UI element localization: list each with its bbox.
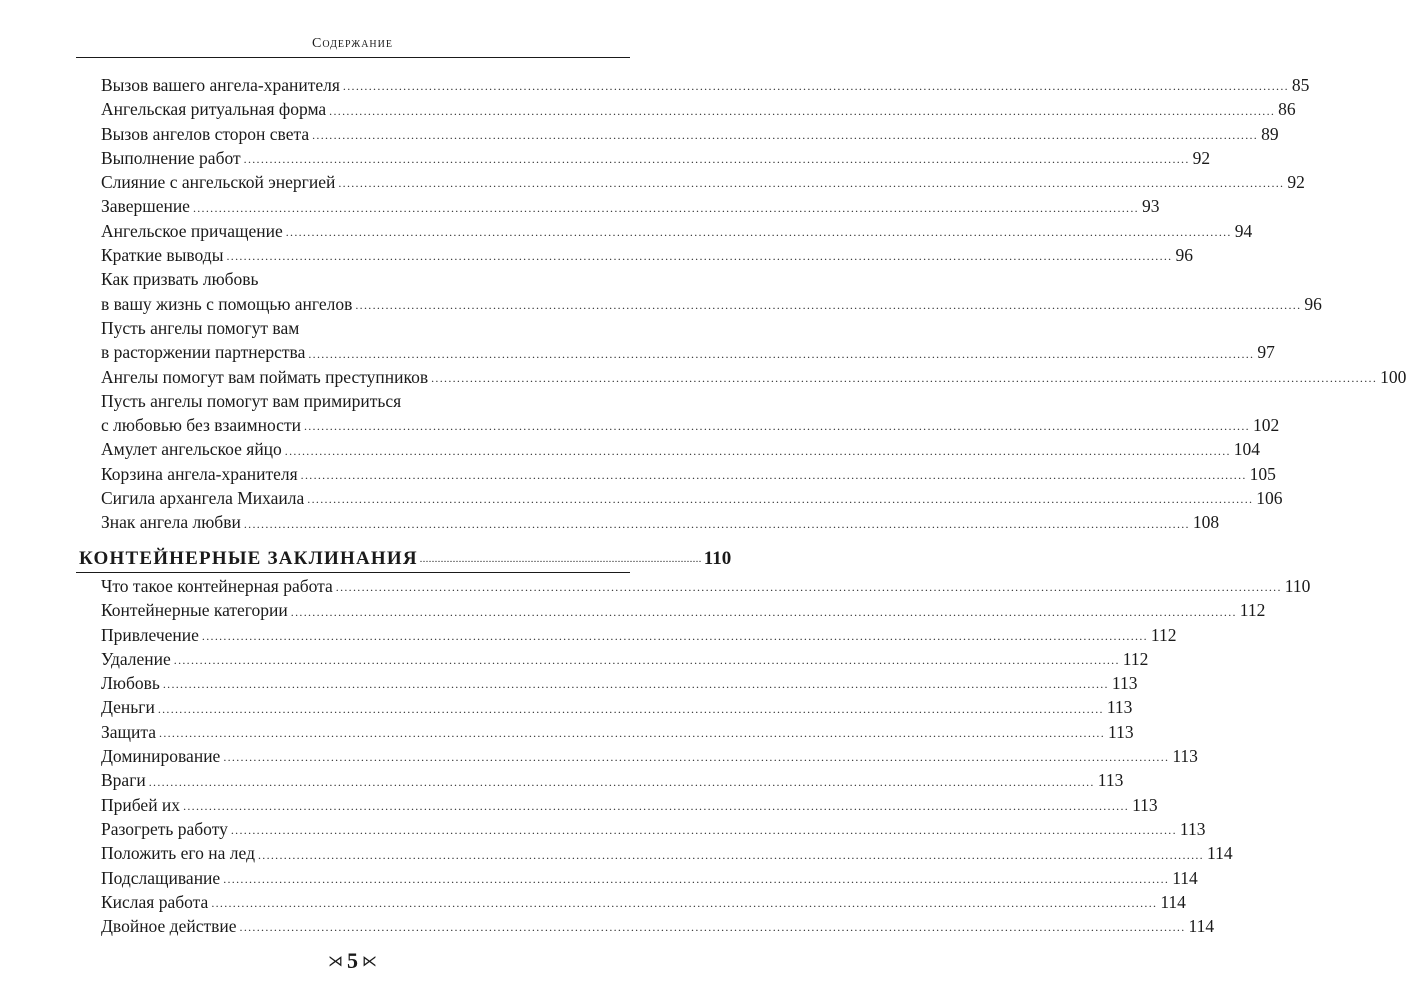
dot-leader: ............................................................................................................................................................................................................................ <box>312 127 1259 142</box>
dot-leader: ............................................................................................................................................................................................................................ <box>300 468 1247 483</box>
dot-leader: ............................................................................................................................................................................................................................ <box>284 443 1231 458</box>
toc-entry[interactable] <box>101 365 1406 389</box>
toc-entry-title: Слияние с ангельской энергией <box>101 172 336 193</box>
ornament-left-icon: ⋊ <box>328 954 343 970</box>
toc-entry[interactable] <box>101 486 1283 510</box>
toc-entry-title: Положить его на лед <box>101 843 255 864</box>
toc-entry-title: Защита <box>101 721 157 742</box>
running-head: Содержание <box>312 36 393 51</box>
toc-entry-page: 105 <box>1249 463 1276 484</box>
toc-entry[interactable] <box>101 695 1133 719</box>
dot-leader: .............................................................................................. <box>419 554 702 565</box>
toc-entry-page: 114 <box>1160 891 1186 912</box>
toc-entry-title: Сигила архангела Михаила <box>101 488 305 509</box>
dot-leader: ............................................................................................................................................................................................................................ <box>335 580 1282 595</box>
toc-list-lower <box>101 574 1311 938</box>
toc-entry[interactable] <box>101 437 1261 461</box>
section-rule <box>76 572 630 573</box>
dot-leader: ............................................................................................................................................................................................................................ <box>342 79 1289 94</box>
ornament-right-icon: ⋉ <box>362 954 377 970</box>
toc-entry[interactable] <box>101 744 1198 768</box>
toc-entry-page: 104 <box>1233 439 1261 460</box>
toc-entry[interactable] <box>101 647 1149 671</box>
toc-entry-title: в вашу жизнь с помощью ангелов <box>101 293 353 314</box>
toc-entry-title: Вызов вашего ангела-хранителя <box>101 75 340 95</box>
dot-leader: ............................................................................................................................................................................................................................ <box>338 176 1285 191</box>
toc-entry-page: 112 <box>1150 624 1177 645</box>
toc-entry-page: 92 <box>1287 172 1305 193</box>
dot-leader: ............................................................................................................................................................................................................................ <box>307 492 1254 507</box>
dot-leader: ............................................................................................................................................................................................................................ <box>223 750 1170 765</box>
toc-entry-title: Кислая работа <box>101 891 209 912</box>
toc-entry-page: 113 <box>1172 746 1198 767</box>
toc-entry-title: с любовью без взаимности <box>101 415 301 436</box>
toc-entry-title: Корзина ангела-хранителя <box>101 463 298 484</box>
toc-entry-title: Доминирование <box>101 746 221 767</box>
toc-entry[interactable] <box>101 598 1266 622</box>
toc-entry-page: 86 <box>1278 99 1296 120</box>
toc-entry-page: 94 <box>1234 220 1253 241</box>
dot-leader: ............................................................................................................................................................................................................................ <box>285 225 1232 240</box>
toc-entry-page: 112 <box>1239 600 1266 621</box>
toc-entry-title: Любовь <box>101 673 160 694</box>
toc-entry[interactable] <box>101 146 1211 170</box>
toc-entry-title: Удаление <box>101 648 171 669</box>
toc-entry[interactable] <box>101 720 1134 744</box>
toc-entry[interactable] <box>101 316 1275 365</box>
dot-leader: ............................................................................................................................................................................................................................ <box>290 604 1237 619</box>
toc-entry[interactable] <box>101 267 1322 316</box>
toc-entry[interactable] <box>101 462 1276 486</box>
toc-entry-title: Враги <box>101 770 146 791</box>
dot-leader: ............................................................................................................................................................................................................................ <box>211 896 1158 911</box>
dot-leader: ............................................................................................................................................................................................................................ <box>226 249 1173 264</box>
toc-entry-page: 114 <box>1188 916 1215 937</box>
toc-entry[interactable] <box>101 73 1310 97</box>
toc-entry-title: Двойное действие <box>101 916 237 937</box>
toc-entry-title: Выполнение работ <box>101 147 241 168</box>
toc-entry-title: Ангелы помогут вам поймать преступников <box>101 366 429 387</box>
toc-entry-title: Ангельское причащение <box>101 220 283 241</box>
toc-entry-page: 89 <box>1261 123 1279 144</box>
toc-entry-page: 100 <box>1380 366 1406 387</box>
toc-entry[interactable] <box>101 866 1198 890</box>
dot-leader: ............................................................................................................................................................................................................................ <box>308 346 1255 361</box>
section-title: КОНТЕЙНЕРНЫЕ ЗАКЛИНАНИЯ <box>79 548 418 569</box>
toc-entry-title: в расторжении партнерства <box>101 342 306 363</box>
toc-entry[interactable] <box>101 97 1296 121</box>
dot-leader: ............................................................................................................................................................................................................................ <box>159 726 1106 741</box>
toc-entry[interactable] <box>101 243 1193 267</box>
dot-leader: ............................................................................................................................................................................................................................ <box>230 823 1177 838</box>
toc-entry-page: 113 <box>1179 818 1206 839</box>
toc-entry[interactable] <box>101 793 1158 817</box>
page-folio <box>0 948 705 974</box>
toc-entry-title-line1: Пусть ангелы помогут вам примириться <box>101 390 402 411</box>
toc-entry[interactable] <box>101 890 1186 914</box>
dot-leader: ............................................................................................................................................................................................................................ <box>162 677 1109 692</box>
toc-entry-page: 114 <box>1206 843 1233 864</box>
toc-entry-title: Привлечение <box>101 624 199 645</box>
dot-leader: ............................................................................................................................................................................................................................ <box>243 516 1190 531</box>
dot-leader: ............................................................................................................................................................................................................................ <box>192 200 1139 215</box>
dot-leader: ............................................................................................................................................................................................................................ <box>303 419 1250 434</box>
toc-entry-page: 97 <box>1257 342 1275 363</box>
toc-entry-title: Ангельская ритуальная форма <box>101 99 327 120</box>
dot-leader: ............................................................................................................................................................................................................................ <box>239 920 1186 935</box>
dot-leader: ............................................................................................................................................................................................................................ <box>148 774 1095 789</box>
dot-leader: ............................................................................................................................................................................................................................ <box>329 103 1276 118</box>
toc-entry-title: Разогреть работу <box>101 818 228 839</box>
toc-entry-title: Краткие выводы <box>101 245 224 266</box>
toc-entry[interactable] <box>101 841 1233 865</box>
toc-entry-page: 96 <box>1175 245 1193 266</box>
toc-entry-title: Контейнерные категории <box>101 600 288 621</box>
toc-entry-title-line1: Пусть ангелы помогут вам <box>101 317 300 338</box>
toc-entry-title-line1: Как призвать любовь <box>101 269 259 290</box>
dot-leader: ............................................................................................................................................................................................................................ <box>157 701 1104 716</box>
dot-leader: ............................................................................................................................................................................................................................ <box>173 653 1120 668</box>
toc-entry-page: 113 <box>1097 770 1124 791</box>
toc-entry-page: 106 <box>1256 488 1283 509</box>
dot-leader: ............................................................................................................................................................................................................................ <box>431 370 1378 385</box>
toc-entry-page: 102 <box>1252 415 1280 436</box>
toc-entry[interactable] <box>101 671 1138 695</box>
toc-entry[interactable] <box>101 510 1220 534</box>
toc-entry-page: 96 <box>1304 293 1322 314</box>
dot-leader: ............................................................................................................................................................................................................................ <box>257 847 1204 862</box>
toc-entry[interactable] <box>101 122 1279 146</box>
section-page-number: 110 <box>703 548 732 569</box>
toc-entry[interactable] <box>101 574 1311 598</box>
toc-entry[interactable] <box>101 219 1253 243</box>
toc-entry-page: 114 <box>1172 867 1198 888</box>
toc-entry[interactable] <box>101 914 1215 938</box>
toc-entry-page: 113 <box>1111 673 1138 694</box>
toc-entry-title: Прибей их <box>101 794 181 815</box>
toc-entry-title: Подслащивание <box>101 867 221 888</box>
toc-entry-title: Завершение <box>101 196 190 217</box>
page-number: 5 <box>347 948 358 973</box>
toc-entry-page: 108 <box>1192 512 1220 533</box>
toc-entry-title: Деньги <box>101 697 155 718</box>
toc-entry-page: 113 <box>1132 794 1158 815</box>
toc-entry-title: Знак ангела любви <box>101 512 241 533</box>
toc-entry-title: Амулет ангельское яйцо <box>101 439 282 460</box>
dot-leader: ............................................................................................................................................................................................................................ <box>183 798 1130 813</box>
toc-entry[interactable] <box>101 389 1280 438</box>
toc-entry[interactable] <box>101 194 1160 218</box>
toc-list-upper <box>101 73 1406 535</box>
dot-leader: ............................................................................................................................................................................................................................ <box>223 871 1170 886</box>
toc-entry-page: 92 <box>1192 147 1211 168</box>
toc-entry-page: 110 <box>1284 576 1311 596</box>
toc-entry-page: 112 <box>1122 648 1149 669</box>
dot-leader: ............................................................................................................................................................................................................................ <box>355 297 1302 312</box>
dot-leader: ............................................................................................................................................................................................................................ <box>243 152 1190 167</box>
toc-entry-page: 113 <box>1106 697 1133 718</box>
toc-entry[interactable] <box>101 170 1305 194</box>
toc-entry-page: 85 <box>1291 75 1310 95</box>
toc-entry[interactable] <box>101 623 1177 647</box>
header-rule <box>76 57 630 58</box>
toc-entry-page: 113 <box>1108 721 1134 742</box>
toc-entry-page: 93 <box>1141 196 1160 217</box>
toc-entry-title: Вызов ангелов сторон света <box>101 123 310 144</box>
section-heading[interactable] <box>79 544 732 570</box>
dot-leader: ............................................................................................................................................................................................................................ <box>201 628 1148 643</box>
toc-entry[interactable] <box>101 768 1124 792</box>
toc-entry[interactable] <box>101 817 1206 841</box>
toc-entry-title: Что такое контейнерная работа <box>101 576 333 596</box>
